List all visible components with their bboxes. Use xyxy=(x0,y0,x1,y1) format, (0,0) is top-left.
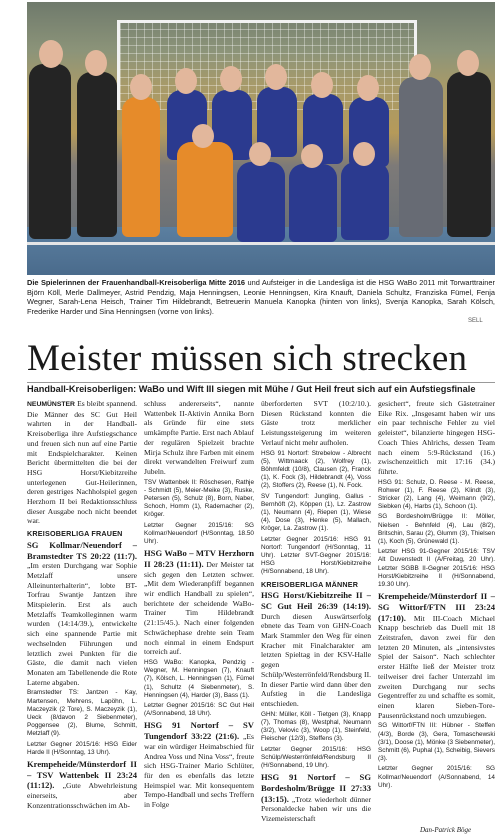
match-heading: Krempeheide/Münsterdorf II – SG Wittorf/FTN III 23:24 (17:10). xyxy=(378,591,495,623)
match-report xyxy=(27,759,137,811)
person-head xyxy=(353,142,375,166)
lead-paragraph xyxy=(27,399,137,526)
last-opponent: Letzter Gegner 2015/16: HSG Schülp/Westerrönfeld/Rendsburg II (H/Sonnabend, 19 Uhr). xyxy=(261,745,371,769)
person xyxy=(122,97,160,237)
last-opponent: Letzter Gegner 2015/16: HSG 91 Nortorf: Tungendorf (H/Sonntag, 11 Uhr). Letzter SVT-Gegner 2015/16: HSG Horst/Kiebitzreihe (H/Sonnabend, 18 Uhr). xyxy=(261,535,371,576)
person xyxy=(341,162,389,240)
match-report xyxy=(261,590,371,708)
photo-caption xyxy=(27,278,495,316)
match-text: Mit III-Coach Michael Knapp beschrieb das Duell mit 18 Zeitstrafen, davon zwei für den letzten 20 Minuten, als „intensivstes Spiel der Saison“. Nach schlechter erster Hälfte ließ der Meister trotz teilweiser drei facher Unterzahl im zweiten Durchgang nur sechs Gegentreffer zu und schaffte es somit, einen klaren Sieben-Tore-Pausenrückstand noch umzubiegen. xyxy=(378,613,495,720)
caption-text: und Aufsteiger in die Landesliga ist die HSG WaBo 2011 mit Torwarttrainer Björn Köll, Merle Dallmeyer, Astrid Pendzig, Maja Henningsen, Leonie Henningsen, Kira Knauft, Daniela Schultz, Franziska Fümel, Fenja Wegner, Sarah-Lena Heisch, Trainer Tim Hildebrandt, Betreuerin Manuela Kanopka (hinten von links), Svenja Kanopka, Sarah Kölsch, Frederike Harder und Sina Henningsen (vorne von links). xyxy=(27,278,495,316)
person xyxy=(29,64,71,239)
match-lineup: TSV Wattenbek II: Röschesen, Rathje - Schmidt (5), Meier-Meike (3), Ruske, Petersen (5), Schulz (8), Born, Naber, Schoch, Homm (1), Rademacher (2), Kröger. xyxy=(144,478,254,519)
match-text: Durch diesen Auswärtserfolg ebnete das Team von GHN-Coach Mark Stammler den Weg für einen Kracher mit Finalcharakter am letzten Spieltag in der KSV-Halle gegen Schülp/Westerrönfeld/Rendsburg II. In dieser Partie wird dann über den Aufstieg in die Landesliga entschieden. xyxy=(261,611,371,708)
person xyxy=(77,72,117,237)
match-lineup: GHN: Müller, Köll - Tietgen (3), Knapp (7), Thomas (8), Westphal, Neumann (3/2), Velovic (3), Woop (1), Steinfeld, Fleischer (12/3), Steffens (3). xyxy=(261,710,371,743)
match-lineup: HSG 91: Schulz, D. Reese - M. Reese, Rohwer (1), F. Reese (2), Klindt (3), Stricker (2), Lang (4), Weimann (9/2), Siebken (4), Harbs (1), Schoon (1). xyxy=(378,478,495,511)
person-head xyxy=(249,142,271,166)
person-head xyxy=(409,54,431,80)
match-heading: SG Kollmar/Neuendorf – Bramstedter TS 20:22 (11:7). xyxy=(27,539,137,561)
person xyxy=(177,142,233,237)
team-photo xyxy=(27,2,495,275)
person-head xyxy=(357,75,379,101)
last-opponent: Letzter Gegner 2015/16: HSG Eider Harde II (H/Sonntag, 13 Uhr). xyxy=(27,740,137,756)
person-head xyxy=(220,66,242,92)
match-lineup: SG Wittorf/FTN III: Hübner - Steffen (4/3), Borde (3), Gera, Tomaschewski (3/1), Doose (1), Mönke (3 Siebenmeter), Schmitt (6), Puphal (1), Scheibig, Sievers (3). xyxy=(378,722,495,763)
article-column-2 xyxy=(144,399,254,829)
section-heading: KREISOBERLIGA FRAUEN xyxy=(27,529,123,539)
match-text: „Trotz wiederholt dünner Personaldecke haben wir uns die Vizemeisterschaft xyxy=(261,794,371,823)
match-text: Der Meister tat sich gegen den Letzten schwer. „Mit dem Wiederanpfiff begannen wir endlich Handball zu spielen“, berichtete der scheidende WaBo-Trainer Tim Hildebrandt (21:15/45.). Nach einer folgenden Schwächephase drehte sein Team noch einmal in einem Endspurt torreich auf. xyxy=(144,559,254,657)
last-opponent: Letzter Gegner 2015/16: SG Kollmar/Neuendorf (A/Sonnabend, 14 Uhr). xyxy=(378,765,495,789)
section-heading: KREISOBERLIGA MÄNNER xyxy=(261,579,359,589)
match-lineup: SV Tungendorf: Jungling, Gallus - Bernhöft (2), Köppen (1), Lz. Zastrow (1), Neumann (4), Riepen (1), Wiese (4), Dose (3), Henke (5), Mallach, Kröger, La. Zastrow (1). xyxy=(261,492,371,533)
last-opponent: Letzter HSG 91-Gegner 2015/16: TSV Alt Duvenstedt II (A/Freitag, 20 Uhr). Letzter SGBB II-Gegner 2015/16: HSG Horst/Kiebitzreihe II (H/Sonnabend, 19.30 Uhr). xyxy=(378,548,495,589)
match-text: „Im ersten Durchgang war Sophie Metzlaff unsere Alleinunterhalterin“, lobte BT-Torfrau Swantje Jantzen ihre Mitspielerin. Erst als auch Metzlaffs Teamkolleginnen warm wurden (14:14/39.), entwickelte sich eine spannende Partie mit wechselnden Führungen und letztlich zwei Punkten für die Gäste, die damit nach vielen Monaten am Tabellenende die Rote Laterne abgaben. xyxy=(27,561,137,687)
person xyxy=(237,162,285,242)
match-report xyxy=(27,540,137,688)
person-head xyxy=(265,64,287,90)
caption-lead: Die Spielerinnen der Frauenhandball-Kreisoberliga Mitte 2016 xyxy=(27,278,246,287)
author-byline: Dan-Patrick Böge xyxy=(420,826,472,834)
match-lineup: Bramstedter TS: Jantzen - Kay, Martensen, Mehrens, Lapöhn, L. Maczeyzik (2 Tore), S. Maczeyzik (1), Ueck (8/davon 2 Siebenmeter), Poggensee (2), Blume, Schmitt, Metzlaff (9). xyxy=(27,689,137,738)
continued-text: schluss andererseits“, nannte Wattenbek II-Aktivin Annika Born als Gründe für eine stets umkämpfte Partie. Erst nach Ablauf der regulären Spielzeit brachte Mirja Schulz ihre Farben mit einem direkt verwandelten Freiwurf zum Jubeln. xyxy=(144,399,254,476)
person xyxy=(447,72,491,237)
person-head xyxy=(301,144,323,168)
person-head xyxy=(457,50,479,76)
floor-line xyxy=(27,242,495,245)
match-heading: HSG 91 Nortorf – SG Bordesholm/Brügge II 27:33 (13:15). xyxy=(261,772,371,804)
article-column-1 xyxy=(27,399,137,829)
divider xyxy=(27,382,495,383)
dateline: NEUMÜNSTER xyxy=(27,401,75,408)
match-report xyxy=(378,591,495,720)
person-head xyxy=(311,72,333,98)
article-column-4 xyxy=(378,399,495,829)
continued-text: gesichert“, freute sich Gästetrainer Eike Rix. „Insgesamt haben wir uns ein paar technische Fehler zu viel geleistet“, bilanzierte hingegen HSG-Coach Thies Ahlrichs, dessen Team nach einem 5:9-Rückstand (16.) zwischenzeitlich mit 17:16 (34.) führte. xyxy=(378,399,495,476)
match-heading: HSG WaBo – MTV Herzhorn II 28:23 (11:11). xyxy=(144,548,254,569)
match-heading: HSG Horst/Kiebitzreihe II – SC Gut Heil 26:39 (14:19). xyxy=(261,590,371,611)
person-head xyxy=(85,50,107,76)
last-opponent: Letzter Gegner 2015/16: SC Gut Heil (A/Sonnabend, 18 Uhr). xyxy=(144,702,254,718)
match-text: „Gute Abwehrleistung einerseits, aber Konzentrationsschwächen im Ab- xyxy=(27,781,137,810)
match-report xyxy=(144,720,254,809)
match-lineup: HSG WaBo: Kanopka, Pendzig - Wegner, M. Henningsen (7), Knauft (7), Kölsch, L. Henningsen (1), Fümel (1), Schultz (4 Siebenmeter), S. Henningsen (4), Harder (3), Bass (1). xyxy=(144,658,254,699)
match-report xyxy=(144,548,254,657)
match-lineup: HSG 91 Nortorf: Strebelow - Albrecht (5), Wittmaack (2), Wolfrey (1), Böhmfeldt (10/8), Clausen (2), Franck (1), K. Fock (3), Hildebrandt (4), Voss (2), Stoffers (2), Reese (1), N. Fock. xyxy=(261,449,371,490)
continued-text: überforderten SVT (10:2/10.). Diesen Rückstand konnten die Gäste trotz merklicher Leistungssteigerung im weiteren Verlauf nicht mehr aufholen. xyxy=(261,399,371,447)
lead-text: Es bleibt spannend. Die Männer des SC Gut Heil wahrten in der Handball-Kreisoberliga ihre Aufstiegschance und freuen sich nun auf eine Partie mit Endspielcharakter. Keinen Bericht übermittelten die bei der HSG Horst/Kiebitzreihe unterlegenen Gut-Heilerinnen, deren gestriges Nachholspiel gegen Herzhorn II bei Redaktionsschluss dieser Ausgabe noch nicht beendet war. xyxy=(27,399,137,526)
person xyxy=(399,77,443,237)
person-head xyxy=(175,68,197,94)
person-head xyxy=(130,74,152,100)
subheadline: Handball-Kreisoberligen: WaBo und Wift III siegen mit Mühe / Gut Heil freut sich auf ein Aufstiegsfinale xyxy=(27,384,476,394)
article-column-3 xyxy=(261,399,371,829)
match-heading: HSG 91 Nortorf – SV Tungendorf 33:22 (21:6). xyxy=(144,720,254,742)
photo-credit: SELL xyxy=(468,318,483,324)
match-report xyxy=(261,772,371,824)
match-lineup: SG Bordesholm/Brügge II: Möller, Nielsen - Behnfeld (4), Lau (8/2), Britschin, Sarau (2), Glumm (3), Thielsen (1), Koch (5), Grünewald (1). xyxy=(378,513,495,546)
match-text: „Es war ein würdiger Heimabschied für Andrea Voss und Nina Voss“, freute sich HSG-Trainer Mario Schlüter, für den es ebenfalls das letzte Heimspiel war. Mit konsequentem Tempo-Handball und sechs Treffern in Folge xyxy=(144,732,254,810)
person xyxy=(289,164,337,242)
headline: Meister müssen sich strecken xyxy=(27,338,468,379)
person-head xyxy=(192,124,214,148)
person-head xyxy=(39,40,63,68)
last-opponent: Letzter Gegner 2015/16: SG Kollmar/Neuendorf (H/Sonntag, 18.50 Uhr). xyxy=(144,521,254,546)
match-heading: Krempeheide/Münsterdorf II – TSV Wattenbek II 23:24 (11:12). xyxy=(27,759,137,791)
